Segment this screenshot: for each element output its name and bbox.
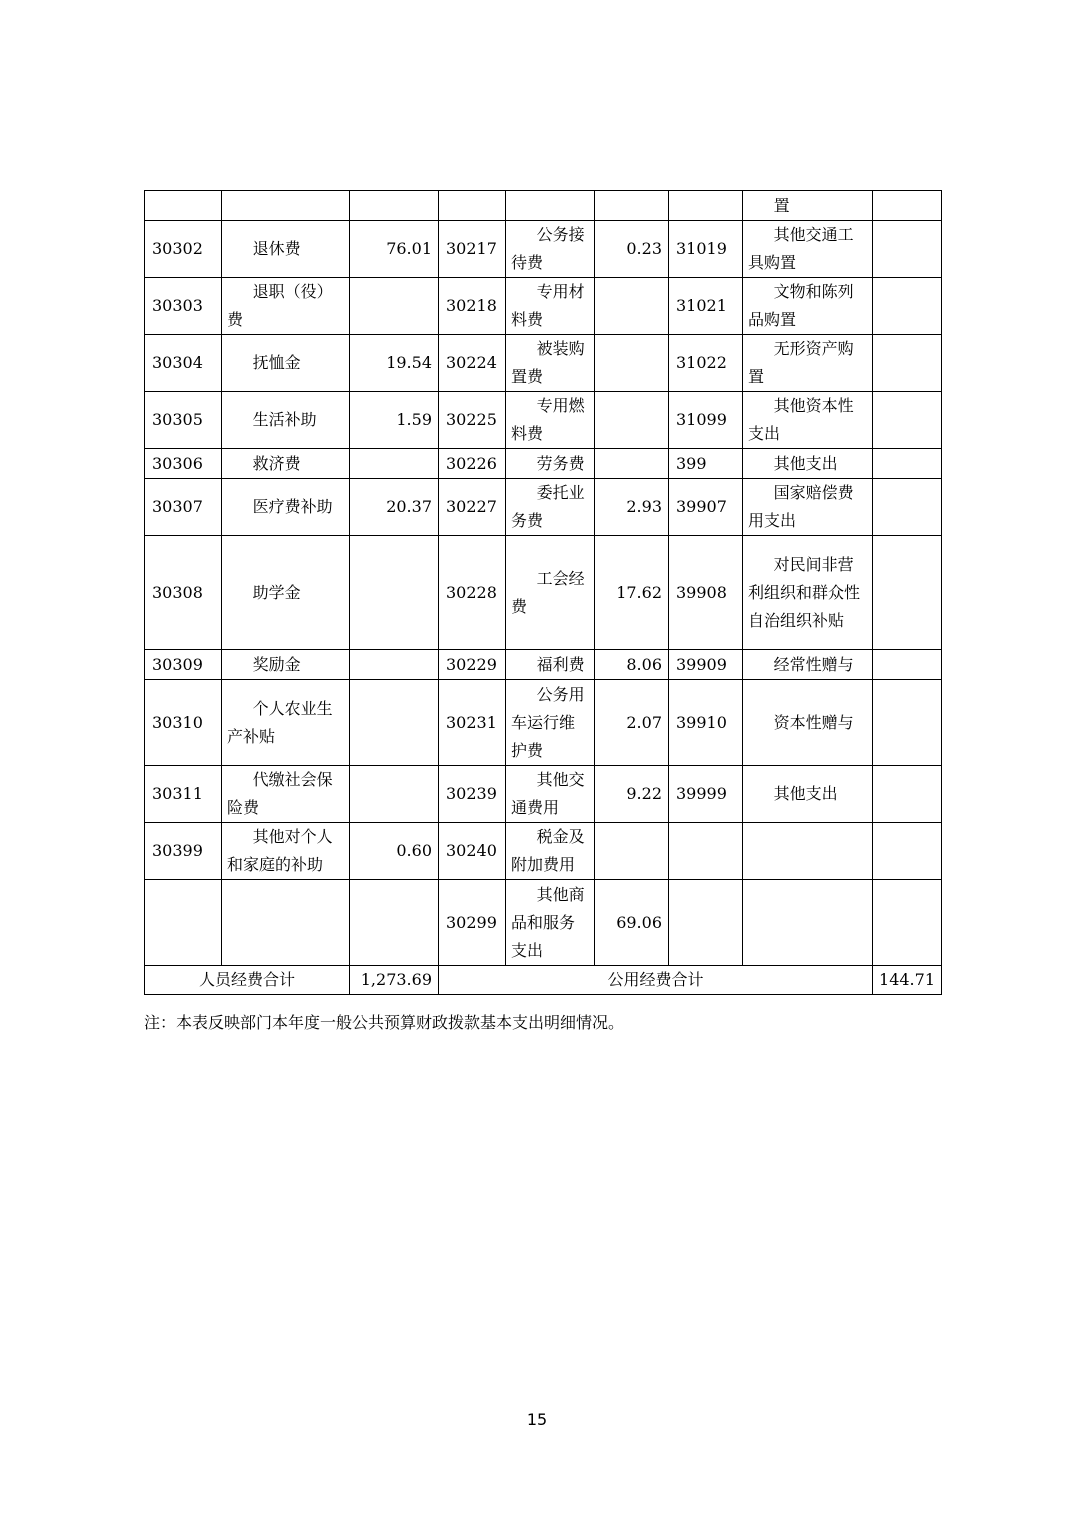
capital-amount <box>873 880 942 966</box>
personnel-amount: 20.37 <box>350 479 439 536</box>
table-row <box>145 278 942 335</box>
capital-item-name: 文物和陈列品购置 <box>743 278 873 335</box>
capital-code: 399 <box>669 449 743 479</box>
personnel-total-value: 1,273.69 <box>350 966 439 995</box>
capital-code <box>669 191 743 221</box>
public-code: 30218 <box>439 278 506 335</box>
personnel-amount: 76.01 <box>350 221 439 278</box>
capital-item-name: 无形资产购置 <box>743 335 873 392</box>
personnel-item-name: 生活补助 <box>222 392 350 449</box>
public-amount: 17.62 <box>595 536 669 650</box>
capital-amount <box>873 650 942 680</box>
personnel-amount: 0.60 <box>350 823 439 880</box>
public-code: 30217 <box>439 221 506 278</box>
personnel-code: 30303 <box>145 278 222 335</box>
personnel-item-name: 医疗费补助 <box>222 479 350 536</box>
capital-item-name: 国家赔偿费用支出 <box>743 479 873 536</box>
personnel-item-name: 救济费 <box>222 449 350 479</box>
personnel-item-name: 代缴社会保险费 <box>222 766 350 823</box>
public-item-name: 被装购置费 <box>506 335 595 392</box>
personnel-total-label: 人员经费合计 <box>145 966 350 995</box>
capital-amount <box>873 823 942 880</box>
personnel-code: 30302 <box>145 221 222 278</box>
capital-amount <box>873 536 942 650</box>
personnel-item-name: 退休费 <box>222 221 350 278</box>
public-item-name: 劳务费 <box>506 449 595 479</box>
capital-amount <box>873 278 942 335</box>
capital-code: 31021 <box>669 278 743 335</box>
table-body <box>145 191 942 966</box>
personnel-item-name: 其他对个人和家庭的补助 <box>222 823 350 880</box>
table-row <box>145 479 942 536</box>
capital-item-name: 资本性赠与 <box>743 680 873 766</box>
capital-item-name <box>743 880 873 966</box>
capital-amount <box>873 449 942 479</box>
personnel-code: 30308 <box>145 536 222 650</box>
table-row <box>145 766 942 823</box>
public-code: 30227 <box>439 479 506 536</box>
public-code: 30225 <box>439 392 506 449</box>
public-code: 30299 <box>439 880 506 966</box>
public-item-name: 其他商品和服务支出 <box>506 880 595 966</box>
personnel-amount <box>350 880 439 966</box>
public-amount <box>595 392 669 449</box>
capital-item-name: 其他支出 <box>743 449 873 479</box>
public-item-name: 公务接待费 <box>506 221 595 278</box>
personnel-code: 30305 <box>145 392 222 449</box>
public-code: 30239 <box>439 766 506 823</box>
capital-amount <box>873 191 942 221</box>
capital-code: 39907 <box>669 479 743 536</box>
personnel-code: 30309 <box>145 650 222 680</box>
capital-code <box>669 880 743 966</box>
personnel-amount <box>350 766 439 823</box>
capital-item-name: 其他支出 <box>743 766 873 823</box>
capital-item-name: 经常性赠与 <box>743 650 873 680</box>
public-amount: 2.93 <box>595 479 669 536</box>
table-row <box>145 536 942 650</box>
personnel-amount: 19.54 <box>350 335 439 392</box>
personnel-amount <box>350 680 439 766</box>
personnel-code: 30307 <box>145 479 222 536</box>
capital-amount <box>873 766 942 823</box>
public-amount: 8.06 <box>595 650 669 680</box>
public-code: 30231 <box>439 680 506 766</box>
personnel-item-name <box>222 880 350 966</box>
capital-item-name: 置 <box>743 191 873 221</box>
public-code: 30224 <box>439 335 506 392</box>
public-total-label: 公用经费合计 <box>439 966 873 995</box>
personnel-code: 30311 <box>145 766 222 823</box>
capital-item-name: 对民间非营利组织和群众性自治组织补贴 <box>743 536 873 650</box>
capital-item-name <box>743 823 873 880</box>
page-number: 15 <box>526 1410 548 1429</box>
public-amount: 69.06 <box>595 880 669 966</box>
public-item-name: 工会经费 <box>506 536 595 650</box>
table-row <box>145 191 942 221</box>
public-item-name: 专用材料费 <box>506 278 595 335</box>
public-amount <box>595 823 669 880</box>
personnel-item-name: 奖励金 <box>222 650 350 680</box>
personnel-item-name: 助学金 <box>222 536 350 650</box>
personnel-item-name: 抚恤金 <box>222 335 350 392</box>
capital-code: 31022 <box>669 335 743 392</box>
table-note: 注：本表反映部门本年度一般公共预算财政拨款基本支出明细情况。 <box>144 1013 625 1032</box>
personnel-code: 30310 <box>145 680 222 766</box>
personnel-code <box>145 880 222 966</box>
capital-amount <box>873 680 942 766</box>
personnel-code: 30304 <box>145 335 222 392</box>
public-item-name <box>506 191 595 221</box>
personnel-item-name: 个人农业生产补贴 <box>222 680 350 766</box>
public-item-name: 税金及附加费用 <box>506 823 595 880</box>
capital-item-name: 其他交通工具购置 <box>743 221 873 278</box>
public-total-value: 144.71 <box>873 966 942 995</box>
public-amount: 0.23 <box>595 221 669 278</box>
capital-code: 39910 <box>669 680 743 766</box>
personnel-item-name: 退职（役）费 <box>222 278 350 335</box>
capital-code: 39908 <box>669 536 743 650</box>
capital-amount <box>873 479 942 536</box>
public-item-name: 委托业务费 <box>506 479 595 536</box>
table-row <box>145 680 942 766</box>
public-amount <box>595 449 669 479</box>
table-row <box>145 335 942 392</box>
capital-amount <box>873 335 942 392</box>
personnel-amount <box>350 191 439 221</box>
personnel-amount: 1.59 <box>350 392 439 449</box>
public-item-name: 其他交通费用 <box>506 766 595 823</box>
public-amount: 2.07 <box>595 680 669 766</box>
capital-code <box>669 823 743 880</box>
public-code: 30240 <box>439 823 506 880</box>
capital-code: 39999 <box>669 766 743 823</box>
capital-item-name: 其他资本性支出 <box>743 392 873 449</box>
personnel-amount <box>350 650 439 680</box>
public-item-name: 公务用车运行维护费 <box>506 680 595 766</box>
personnel-code <box>145 191 222 221</box>
table-row <box>145 880 942 966</box>
public-amount <box>595 191 669 221</box>
public-code: 30226 <box>439 449 506 479</box>
capital-amount <box>873 221 942 278</box>
capital-amount <box>873 392 942 449</box>
table-row <box>145 823 942 880</box>
table-row <box>145 449 942 479</box>
table-row <box>145 650 942 680</box>
public-code: 30228 <box>439 536 506 650</box>
personnel-amount <box>350 536 439 650</box>
public-code: 30229 <box>439 650 506 680</box>
public-amount <box>595 335 669 392</box>
personnel-item-name <box>222 191 350 221</box>
budget-detail-table <box>144 190 942 995</box>
public-item-name: 福利费 <box>506 650 595 680</box>
public-amount: 9.22 <box>595 766 669 823</box>
table-row <box>145 392 942 449</box>
personnel-code: 30306 <box>145 449 222 479</box>
personnel-amount <box>350 449 439 479</box>
capital-code: 31019 <box>669 221 743 278</box>
public-amount <box>595 278 669 335</box>
public-item-name: 专用燃料费 <box>506 392 595 449</box>
personnel-code: 30399 <box>145 823 222 880</box>
public-code <box>439 191 506 221</box>
personnel-amount <box>350 278 439 335</box>
totals-row <box>145 966 942 995</box>
table-row <box>145 221 942 278</box>
capital-code: 39909 <box>669 650 743 680</box>
capital-code: 31099 <box>669 392 743 449</box>
